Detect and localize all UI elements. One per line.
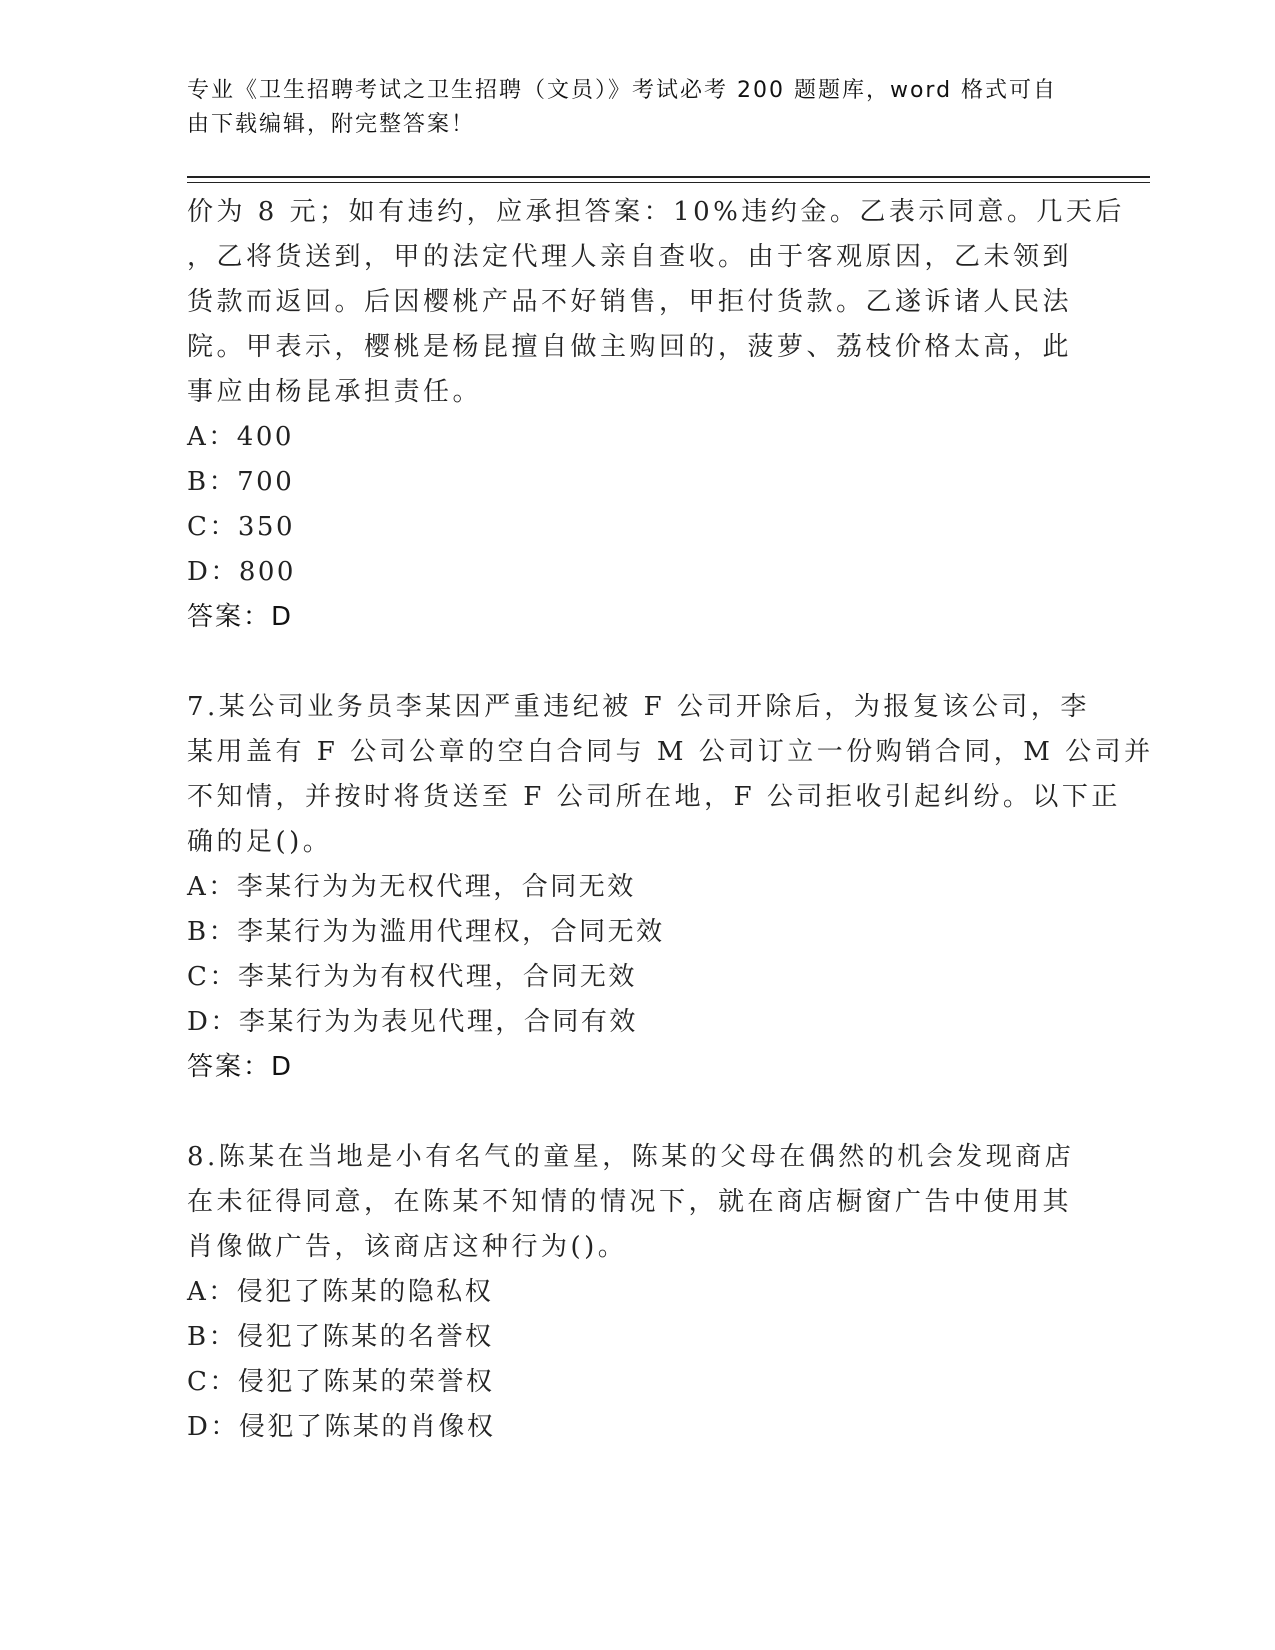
question-7-text-line: 不知情，并按时将货送至 F 公司所在地，F 公司拒收引起纠纷。以下正 xyxy=(187,782,1121,812)
question-6-text-line: ，乙将货送到，甲的法定代理人亲自查收。由于客观原因，乙未领到 xyxy=(187,242,1073,272)
header-title-line-2: 由下载编辑，附完整答案！ xyxy=(187,112,476,137)
question-7-text-line: 7.某公司业务员李某因严重违纪被 F 公司开除后，为报复该公司，李 xyxy=(187,692,1090,722)
header-rule-thick xyxy=(187,176,1150,178)
question-8-option-d: D：侵犯了陈某的肖像权 xyxy=(187,1412,496,1442)
question-8-option-a: A：侵犯了陈某的隐私权 xyxy=(187,1277,494,1307)
question-7-option-d: D：李某行为为表见代理，合同有效 xyxy=(187,1007,638,1037)
question-7-option-c: C：李某行为为有权代理，合同无效 xyxy=(187,962,637,992)
question-6-answer: 答案：D xyxy=(187,602,294,632)
question-6-text-line: 院。甲表示，樱桃是杨昆擅自做主购回的，菠萝、荔枝价格太高，此 xyxy=(187,332,1073,362)
question-6-text-line: 事应由杨昆承担责任。 xyxy=(187,377,483,407)
question-7 xyxy=(187,685,1154,1090)
question-7-text-line: 确的足()。 xyxy=(187,827,333,857)
question-8-text-line: 8.陈某在当地是小有名气的童星，陈某的父母在偶然的机会发现商店 xyxy=(187,1142,1075,1172)
question-8-option-b: B：侵犯了陈某的名誉权 xyxy=(187,1322,494,1352)
question-6 xyxy=(187,190,1125,640)
spacer xyxy=(187,640,1087,685)
question-6-option-a: A：400 xyxy=(187,422,294,452)
spacer xyxy=(187,1090,1087,1135)
question-7-option-a: A：李某行为为无权代理，合同无效 xyxy=(187,872,636,902)
question-8-option-c: C：侵犯了陈某的荣誉权 xyxy=(187,1367,495,1397)
question-8-text-line: 在未征得同意，在陈某不知情的情况下，就在商店橱窗广告中使用其 xyxy=(187,1187,1073,1217)
question-6-text-line: 货款而返回。后因樱桃产品不好销售，甲拒付货款。乙遂诉诸人民法 xyxy=(187,287,1073,317)
question-8 xyxy=(187,1135,1087,1450)
question-6-option-c: C：350 xyxy=(187,512,296,542)
header-title-line-1: 专业《卫生招聘考试之卫生招聘（文员）》考试必考 200 题题库，word 格式可自 xyxy=(187,78,1058,103)
question-7-option-b: B：李某行为为滥用代理权，合同无效 xyxy=(187,917,665,947)
question-6-text-line: 价为 8 元；如有违约，应承担答案：10%违约金。乙表示同意。几天后 xyxy=(187,197,1125,227)
question-6-option-d: D：800 xyxy=(187,557,296,587)
question-7-text-line: 某用盖有 F 公司公章的空白合同与 M 公司订立一份购销合同，M 公司并 xyxy=(187,737,1154,767)
question-7-answer: 答案：D xyxy=(187,1052,294,1082)
header-rule-thin xyxy=(187,182,1150,183)
document-body xyxy=(187,190,1154,1450)
document-header xyxy=(187,74,1067,142)
question-6-option-b: B：700 xyxy=(187,467,295,497)
question-8-text-line: 肖像做广告，该商店这种行为()。 xyxy=(187,1232,628,1262)
